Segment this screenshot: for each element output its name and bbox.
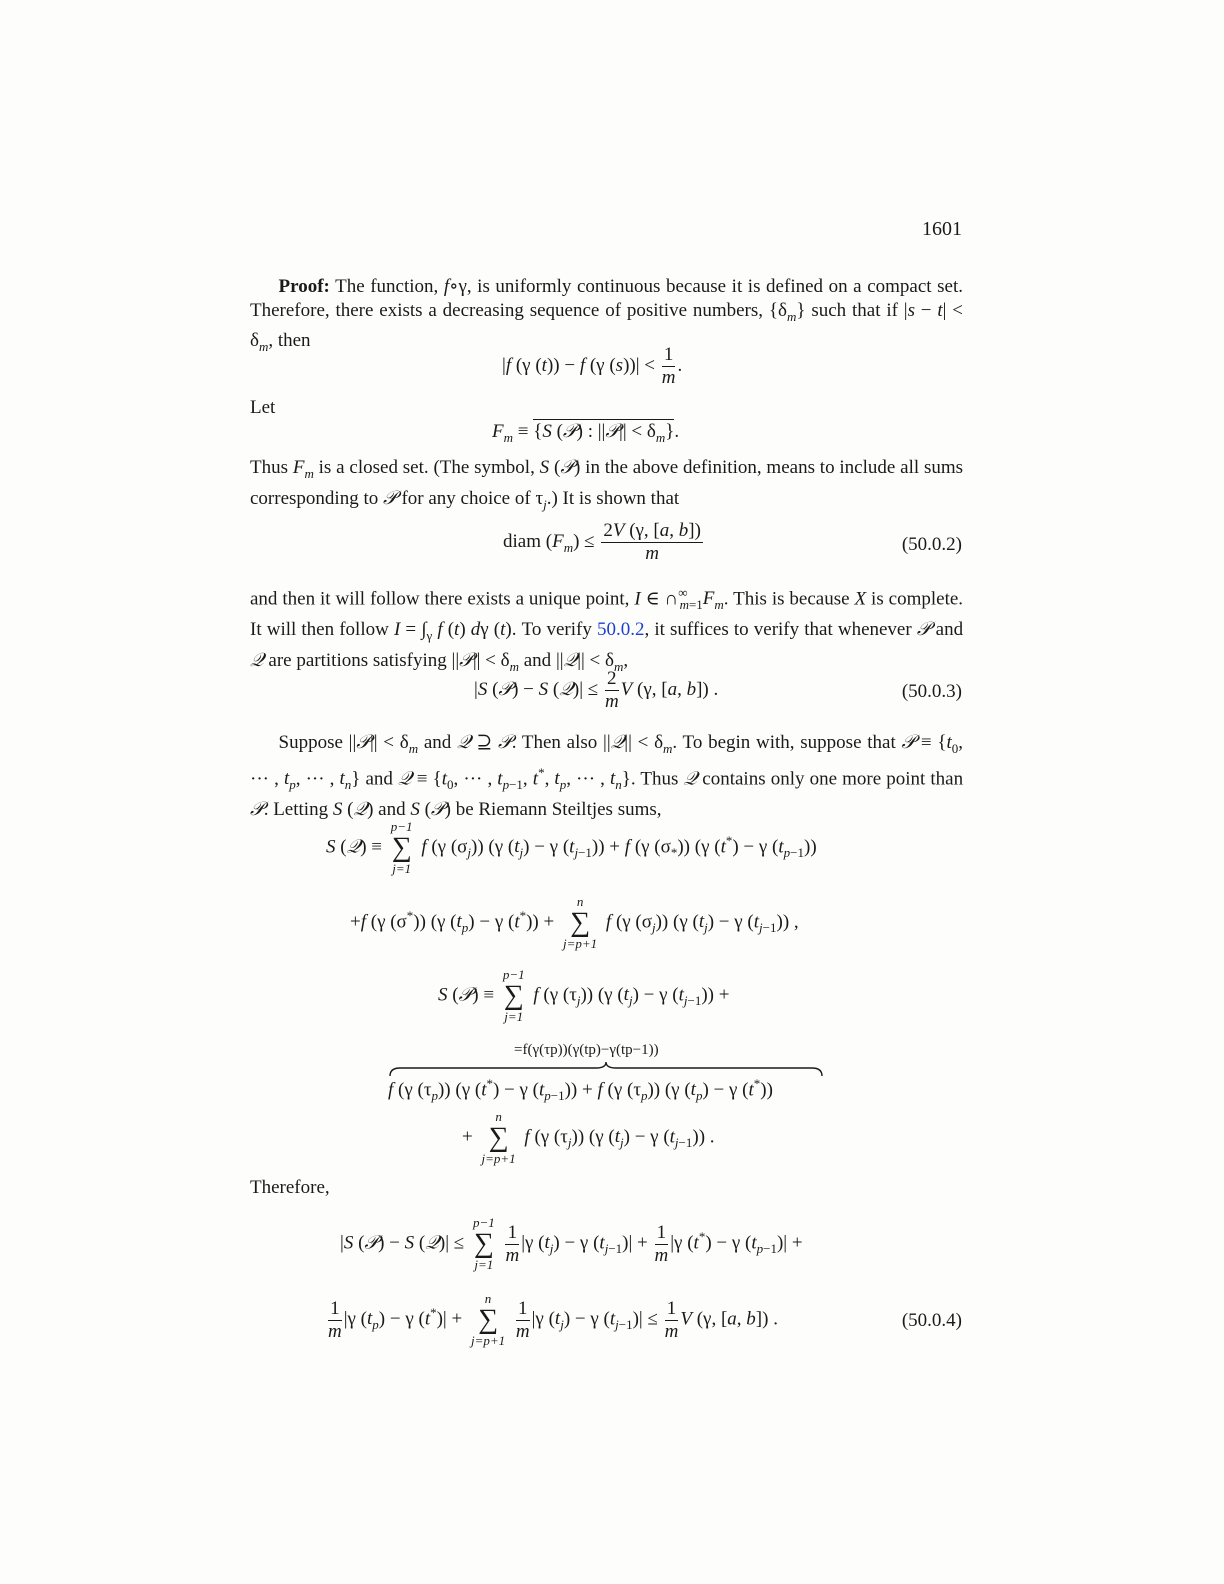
- equation-S-P-line1: S (𝒫) ≡ p−1 ∑ j=1 f (γ $(\tau_j)$) (γ $(t_j) - \gamma$ $(t_{j-1})$) +: [438, 967, 730, 1024]
- text-run: are partitions satisfying: [268, 649, 447, 671]
- text-run: . To begin with, suppose that: [672, 732, 896, 753]
- text-run: . To verify: [511, 619, 592, 641]
- equation-Fm-definition: $F_m \equiv \{S$ (𝒫) : ||𝒫|| < $\delta_m$}.: [492, 420, 680, 445]
- brace-annotation: =f(γ(τp))(γ(tp)−γ(tp−1)): [514, 1042, 659, 1058]
- text-run: and: [378, 798, 406, 820]
- text-run: . This is because: [723, 588, 850, 610]
- text-run: is a closed set. (The symbol,: [318, 457, 535, 478]
- proof-paragraph: Proof: The function, f∘γ, is uniformly continuous because it is defined on a compact set. Therefore, there exists a decreasing sequence of positive numbers, $\{\delta_m\}$ such that if $|s - t| < \delta_m$, then: [250, 276, 963, 354]
- text-run: and then it will follow there exists a unique point,: [250, 588, 630, 610]
- paragraph-unique-point: and then it will follow there exists a unique point, I ∈ $\cap^\infty_{m=1}F_m$. This is because X is complete. It will then follow $I = \int_\gamma$ f (t) dγ (t). To verify 50.0.2, it suffices to verify that whenever 𝒫 and 𝒬 are partitions satisfying ||𝒫|| < $\delta_m$ and ||𝒬|| < $\delta_m$,: [250, 585, 964, 674]
- paragraph-closed-set: Thus $F_m$ is a closed set. (The symbol, S (𝒫) in the above definition, means to include all sums corresponding to 𝒫 for any choice of $\tau_j$.) It is shown that: [250, 456, 964, 512]
- equation-S-P-line3: + n ∑ j=p+1 f (γ $(\tau_j)$) (γ $(t_j) - \gamma$ $(t_{j-1})$) .: [462, 1109, 715, 1166]
- paragraph-suppose: Suppose ||𝒫|| < $\delta_m$ and 𝒬 ⊇ 𝒫. Then also ||𝒬|| < $\delta_m$. To begin with, suppose that 𝒫 ≡ {$t_0$, ··· , $t_p$, ··· , $t_n$} and 𝒬 ≡ {$t_0$, ··· , $t_{p-1}$, t*, $t_p$, ··· , $t_n$}. Thus 𝒬 contains only one more point than 𝒫. Letting S (𝒬) and S (𝒫) be Riemann Steiltjes sums,: [250, 731, 964, 820]
- equation-estimate-line1: |S (𝒫) − S (𝒬)| ≤ p−1 ∑ j=1 $\frac{1}{m}$ |γ $(t_j) - \gamma$ $(t_{j-1})|$ + $\frac{1}{m}$ |γ (t*) − γ $(t_{p-1})|$ +: [340, 1215, 803, 1272]
- equation-estimate-line2: $\frac{1}{m}$ |γ $(t_p) - \gamma$ (t*)| + n ∑ j=p+1 $\frac{1}{m}$ |γ $(t_j) - \gamma$ $(t_{j-1})|$ ≤ $\frac{1}{m}$ V (γ, [a, b]) .: [328, 1291, 778, 1348]
- proof-label: Proof:: [278, 276, 330, 297]
- text-run: is complete. It will then follow: [250, 588, 964, 641]
- text-run: The function,: [335, 276, 439, 297]
- text-run: in the above definition, means to include all sums corresponding to: [250, 457, 964, 509]
- equation-diam: diam $(F_m)$ ≤ $\frac{2V (\gamma, [a, b])}{m}$: [503, 520, 701, 564]
- text-run: contains only one more point than: [702, 768, 964, 790]
- equation-S-Q-line2: +f (γ (σ*)) (γ $(t_p) - \gamma$ (t*)) + n ∑ j=p+1 f (γ $(\sigma_j)$) (γ $(t_j) - \gamma$ $(t_{j-1})$) ,: [350, 894, 799, 951]
- therefore-label: Therefore,: [250, 1177, 330, 1198]
- text-run: . Then also: [511, 732, 598, 753]
- text-run: such that if: [811, 300, 898, 321]
- text-run: and: [365, 768, 393, 790]
- text-run: be Riemann Steiltjes sums,: [455, 798, 662, 820]
- text-run: Thus: [250, 457, 288, 478]
- equation-continuity: |f (γ (t)) − f (γ (s))| < $\frac{1}{m}$ .: [502, 344, 683, 388]
- equation-sum-difference: |S (𝒫) − S (𝒬)| ≤ $\frac{2}{m}$ V (γ, [a, b]) .: [474, 668, 719, 712]
- text-run: Suppose: [278, 732, 343, 753]
- text-run: , it suffices to verify that whenever: [644, 619, 912, 641]
- equation-number: (50.0.4): [901, 1310, 962, 1331]
- equation-number: (50.0.3): [901, 681, 962, 702]
- equation-reference-link[interactable]: 50.0.2: [596, 619, 645, 641]
- text-run: .) It is shown that: [546, 487, 680, 509]
- text-run: . Letting: [263, 798, 329, 820]
- text-run: and: [423, 732, 452, 753]
- equation-S-P-line2: f (γ $(\tau_p)$) (γ (t*) − γ $(t_{p-1})) + f$ (γ $(\tau_p)$) (γ $(t_p) - \gamma$ (t*)): [388, 1076, 773, 1104]
- text-run: and: [523, 649, 552, 671]
- text-run: for any choice of: [401, 487, 531, 509]
- text-run: , is uniformly continuous because it is defined on a compact set. Therefore, there exists a decreasing sequence of positive numbers,: [250, 276, 963, 321]
- text-run: . Thus: [630, 768, 679, 790]
- let-label: Let: [250, 397, 276, 418]
- equation-S-Q-line1: S (𝒬) ≡ p−1 ∑ j=1 f (γ $(\sigma_j)$) (γ $(t_j) - \gamma$ $(t_{j-1})) + f$ (γ $(\sigma_*)$) (γ (t*) − γ $(t_{p-1})$): [326, 819, 817, 876]
- text-run: and: [935, 619, 964, 641]
- equation-number: (50.0.2): [901, 534, 962, 555]
- text-run: , then: [268, 329, 311, 351]
- page-number: 1601: [922, 218, 962, 240]
